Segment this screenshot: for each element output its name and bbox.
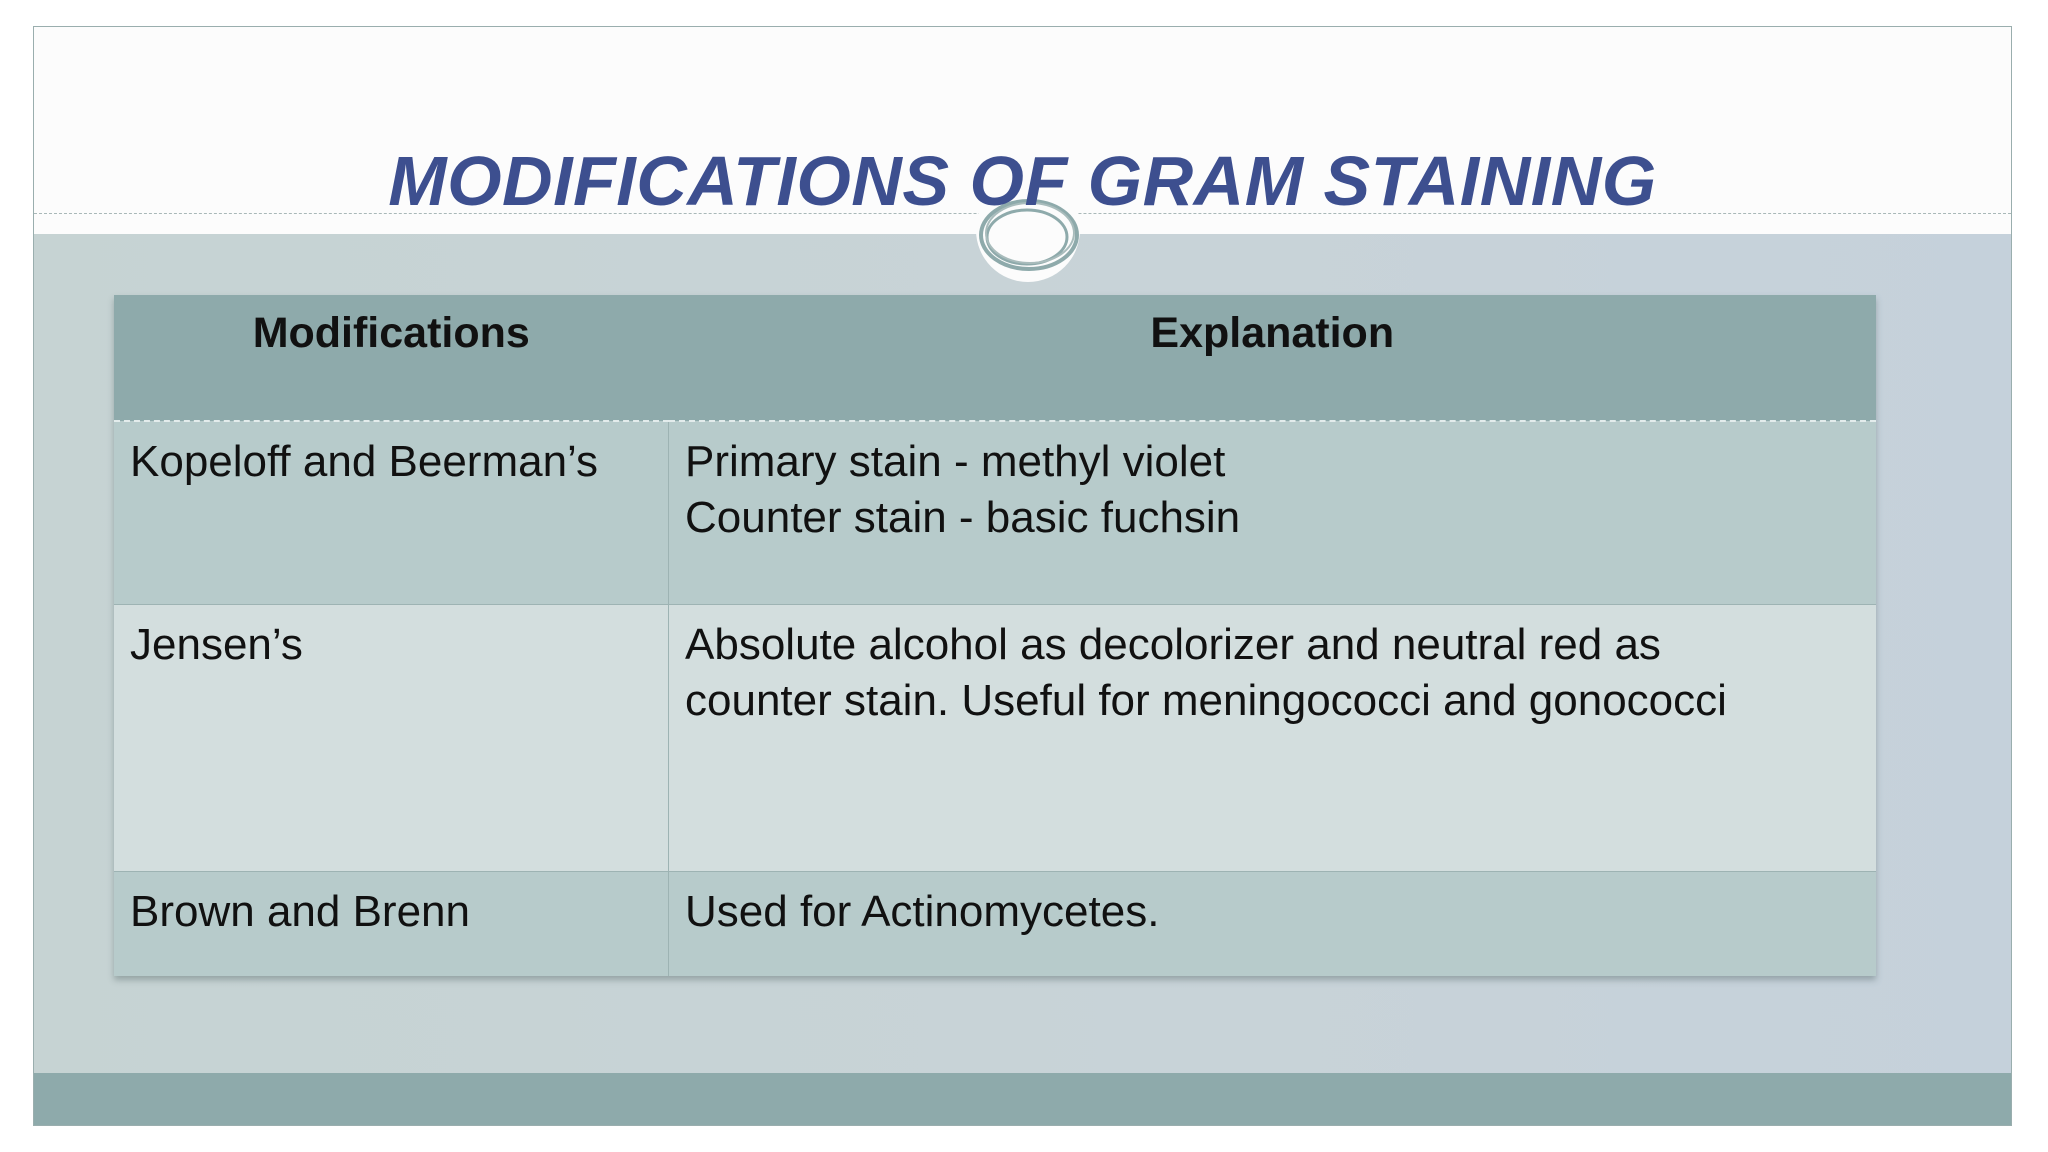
- explanation-line: Primary stain - methyl violet: [685, 437, 1226, 486]
- header-explanation: Explanation: [669, 295, 1877, 421]
- table-row: [114, 605, 1876, 872]
- slide: [33, 26, 2012, 1126]
- explanation-cell: [669, 421, 1877, 605]
- explanation-line: counter stain. Useful for meningococci and gonococci: [685, 676, 1727, 725]
- header-modifications: Modifications: [114, 295, 669, 421]
- table-header-row: [114, 295, 1876, 421]
- table-row: [114, 872, 1876, 977]
- modifications-table: [114, 295, 1876, 976]
- explanation-cell: [669, 605, 1877, 872]
- slide-title: MODIFICATIONS OF GRAM STAINING: [388, 142, 1657, 220]
- explanation-line: Absolute alcohol as decolorizer and neutral red as: [685, 620, 1661, 669]
- explanation-line: Used for Actinomycetes.: [685, 887, 1160, 936]
- footer-band: [34, 1073, 2011, 1125]
- modification-cell: Jensen’s: [114, 605, 669, 872]
- modification-cell: Kopeloff and Beerman’s: [114, 421, 669, 605]
- table-row: [114, 421, 1876, 605]
- explanation-line: Counter stain - basic fuchsin: [685, 493, 1241, 542]
- modification-cell: Brown and Brenn: [114, 872, 669, 977]
- explanation-cell: [669, 872, 1877, 977]
